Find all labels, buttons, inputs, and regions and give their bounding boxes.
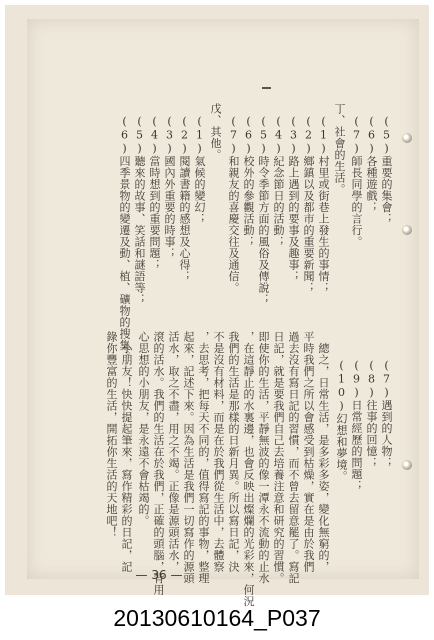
page-number: — 36 —: [135, 568, 183, 582]
text-column: 起來，記述下來。因為生活是我們一切寫作的源頭: [182, 331, 195, 584]
text-column: (6)四季景物的變遷及動、植、礦物的搜集。: [118, 115, 131, 363]
text-column: ，去思考，把每天不同的，值得寫記的事物，整理: [197, 331, 210, 584]
text-column: (4)當時想到的重要問題；: [148, 115, 161, 271]
binding-hole: [402, 225, 412, 235]
book-page: [27, 19, 419, 607]
scanned-page-background: [5, 5, 429, 607]
text-column: (5)時令季節方面的風俗及傳說；: [257, 115, 270, 305]
text-column: (7)和親友的喜慶交往及通信。: [227, 115, 240, 294]
image-id-caption: 20130610164_P037: [113, 605, 321, 631]
text-column: (3)路上遇到的要事及趣事；: [287, 115, 300, 282]
text-column: ，在這靜止的水裏邊，也會反映出燦爛的光彩來，何況: [242, 331, 255, 607]
text-column: 錄你豐富的生活，開拓你生活的天地吧！: [105, 331, 118, 538]
text-column: (3)國內外重要的時事；: [163, 115, 176, 259]
text-column: (2)閱讀書籍的感想及心得；: [178, 115, 191, 282]
text-column: (4)紀念節日的活動；: [272, 115, 285, 248]
text-column: 日記，就是要我們自己去培養注意和研究的習慣。: [272, 331, 285, 584]
text-column: (5)重要的集會；: [380, 115, 393, 225]
text-column: (1)村里或街巷上發生的事情；: [317, 115, 330, 294]
text-column: 平時我們之所以會感受到枯燥，實在是由於我們: [302, 331, 315, 573]
text-column: (6)各種遊戲；: [365, 115, 378, 213]
text-column: (5)聽來的故事、笑話和謎語等；: [133, 115, 146, 305]
text-column: (9)日常經歷的問題；: [350, 359, 363, 492]
text-column: (10)幻想和夢境。: [335, 359, 348, 482]
text-column: (1)氣候的變幻；: [193, 115, 206, 225]
text-column: (2)鄉鎮以及都市的重要新聞；: [302, 115, 315, 294]
text-column: 心思想的小朋友，是永遠不會枯竭的。: [137, 331, 150, 527]
text-column: 我們的生活是那樣的日新月異。所以寫日記，決: [227, 331, 240, 573]
text-column: (7)師長同學的言行。: [350, 115, 363, 248]
text-column: 過去沒有寫日記的習慣，而不曾去留意罷了。寫記: [287, 331, 300, 584]
text-column: (6)校外的參觀活動；: [242, 115, 255, 248]
text-column: 滾的活水。我們的生活在於我們，正確的頭腦，背用: [152, 331, 165, 596]
text-column: (8)往事的回憶；: [365, 359, 378, 469]
text-column: 總之，日常生活，是多彩多姿，變化無窮的，: [317, 331, 330, 573]
text-column: 活水，取之不盡，用之不竭。正像是源頭活水，: [167, 331, 180, 573]
binding-hole: [402, 133, 412, 143]
text-column: 即使你的生活，平靜無波的像一潭永不流動的止水: [257, 331, 270, 584]
section-heading: 戊、其他。: [209, 103, 222, 161]
binding-hole: [402, 460, 412, 470]
section-heading: 丁、社會的生活。: [333, 103, 346, 195]
top-dash-mark: [262, 87, 271, 89]
text-column: 小朋友！快快提起筆來，寫作精彩的日記，記: [120, 331, 133, 573]
text-column: 不是沒有材料，而是在於我們從生活中，去體察: [212, 331, 225, 573]
text-column: (7)遇到的人物；: [380, 359, 393, 469]
